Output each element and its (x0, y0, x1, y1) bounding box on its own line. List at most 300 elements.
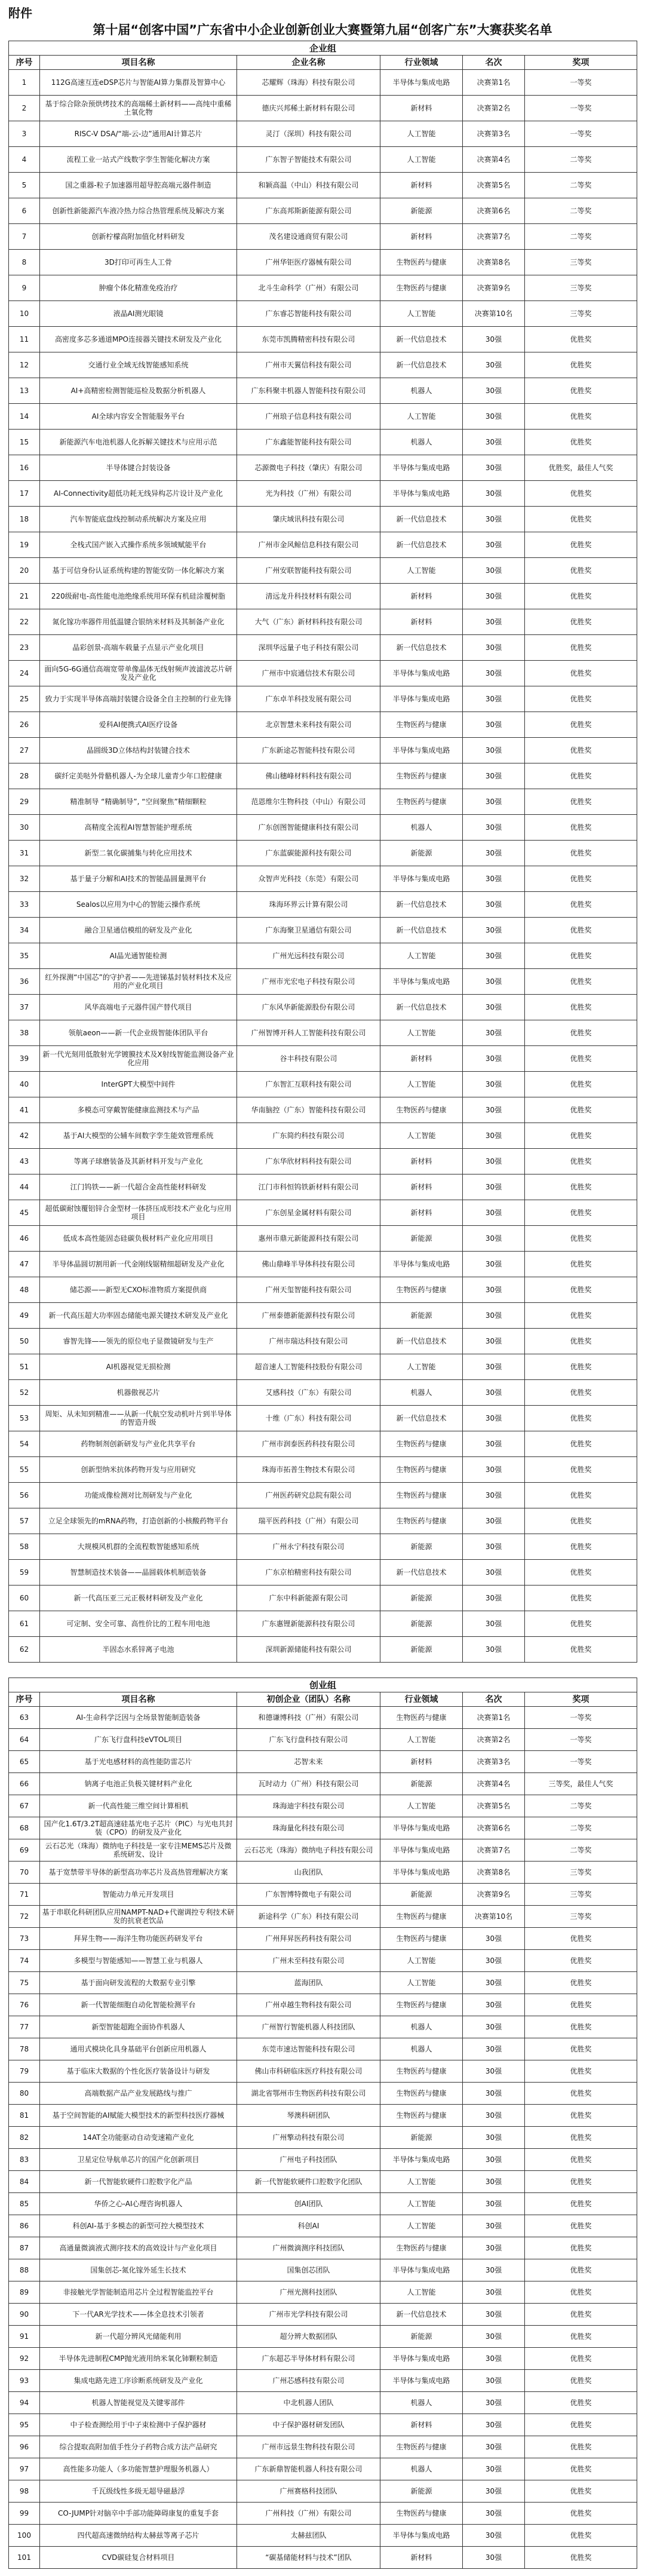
cell-rank: 30强 (463, 507, 525, 532)
cell-rank: 30强 (463, 815, 525, 841)
cell-index: 72 (9, 1906, 40, 1928)
cell-rank: 30强 (463, 2083, 525, 2105)
cell-project: 半固态水系锌离子电池 (40, 1637, 237, 1663)
cell-industry: 人工智能 (380, 404, 463, 430)
cell-award: 优胜奖 (525, 404, 637, 430)
cell-industry: 生物医药与健康 (380, 250, 463, 275)
cell-index: 60 (9, 1586, 40, 1611)
cell-company: 中子保护器材研发团队 (237, 2414, 380, 2436)
cell-award: 优胜奖 (525, 481, 637, 507)
cell-rank: 30强 (463, 2281, 525, 2304)
table-row (9, 2127, 637, 2149)
cell-award: 优胜奖 (525, 2105, 637, 2127)
cell-award: 优胜奖 (525, 1406, 637, 1431)
cell-rank: 决赛第3名 (463, 1751, 525, 1773)
cell-industry: 人工智能 (380, 943, 463, 969)
cell-rank: 30强 (463, 2436, 525, 2458)
cell-company: 科创AI (237, 2215, 380, 2237)
cell-company: 惠州市鼎元新能源科技有限公司 (237, 1226, 380, 1252)
cell-award: 优胜奖，最佳人气奖 (525, 455, 637, 481)
cell-project: 基于空间智能的AI赋能大模型技术的新型科技医疗器械 (40, 2105, 237, 2127)
cell-index: 28 (9, 763, 40, 789)
cell-index: 62 (9, 1637, 40, 1663)
cell-award: 优胜奖 (525, 892, 637, 918)
cell-industry: 人工智能 (380, 2215, 463, 2237)
cell-company: 广东科聚丰机器人智能科技有限公司 (237, 378, 380, 404)
cell-award: 三等奖 (525, 1884, 637, 1906)
cell-project: 卫星定位导航单芯片的国产化创新项目 (40, 2149, 237, 2171)
table-row (9, 1817, 637, 1839)
cell-index: 98 (9, 2480, 40, 2503)
cell-rank: 30强 (463, 789, 525, 815)
cell-industry: 新能源 (380, 2127, 463, 2149)
cell-project: 基于光电感材料的高性能防雷芯片 (40, 1751, 237, 1773)
cell-rank: 30强 (463, 866, 525, 892)
cell-award: 优胜奖 (525, 763, 637, 789)
cell-rank: 决赛第7名 (463, 1839, 525, 1862)
col-header-rank: 名次 (463, 1692, 525, 1707)
cell-rank: 30强 (463, 2259, 525, 2281)
cell-project: 新能源汽车电池机器人化拆解关键技术与应用示范 (40, 430, 237, 455)
cell-award: 优胜奖 (525, 1303, 637, 1329)
cell-industry: 新能源 (380, 2326, 463, 2348)
table-row (9, 1072, 637, 1097)
cell-industry: 生物医药与健康 (380, 712, 463, 738)
cell-project: 风华高端电子元器件国产替代项目 (40, 995, 237, 1020)
cell-index: 57 (9, 1508, 40, 1534)
table-row (9, 173, 637, 198)
cell-industry: 机器人 (380, 2038, 463, 2060)
cell-industry: 生物医药与健康 (380, 1097, 463, 1123)
cell-company: 十维（广东）科技有限公司 (237, 1406, 380, 1431)
cell-industry: 半导体与集成电路 (380, 2370, 463, 2392)
cell-index: 16 (9, 455, 40, 481)
table-row (9, 1174, 637, 1200)
cell-project: InterGPT大模型中间件 (40, 1072, 237, 1097)
cell-award: 二等奖 (525, 1817, 637, 1839)
cell-project: 周矩、从未知到精准——从新一代航空发动机叶片到半导体的智造升级 (40, 1406, 237, 1431)
cell-award: 三等奖 (525, 250, 637, 275)
cell-index: 86 (9, 2215, 40, 2237)
cell-rank: 30强 (463, 2237, 525, 2259)
cell-company: 北斗生命科学（广州）有限公司 (237, 275, 380, 301)
cell-industry: 机器人 (380, 430, 463, 455)
cell-rank: 30强 (463, 763, 525, 789)
cell-industry: 新材料 (380, 224, 463, 250)
cell-industry: 新材料 (380, 1149, 463, 1174)
cell-rank: 30强 (463, 1950, 525, 1972)
cell-company: 众智声光科技（东莞）有限公司 (237, 866, 380, 892)
col-header-index: 序号 (9, 56, 40, 70)
cell-company: 广州琅子信息科技有限公司 (237, 404, 380, 430)
cell-award: 优胜奖 (525, 2304, 637, 2326)
cell-industry: 新一代信息技术 (380, 352, 463, 378)
cell-company: 广州光测科技团队 (237, 2281, 380, 2304)
cell-index: 24 (9, 661, 40, 686)
cell-index: 21 (9, 584, 40, 609)
cell-project: 智能动力单元开发项目 (40, 1884, 237, 1906)
cell-project: AI-生命科学泛因与全场景智能制造装备 (40, 1707, 237, 1729)
cell-index: 19 (9, 532, 40, 558)
cell-project: 立足全球领先的mRNA药物，打造创新的小核酸药物平台 (40, 1508, 237, 1534)
cell-project: 112G高速互连eDSP芯片与智能AI算力集群及智算中心 (40, 70, 237, 96)
cell-company: 广州市天翼信科技有限公司 (237, 352, 380, 378)
table-row (9, 584, 637, 609)
cell-industry: 生物医药与健康 (380, 789, 463, 815)
cell-rank: 30强 (463, 995, 525, 1020)
cell-rank: 30强 (463, 1174, 525, 1200)
cell-company: 德庆兴邦稀土新材料有限公司 (237, 96, 380, 121)
cell-industry: 半导体与集成电路 (380, 1252, 463, 1277)
cell-index: 91 (9, 2326, 40, 2348)
cell-project: 高精度全流程AI智慧智能护理系统 (40, 815, 237, 841)
cell-industry: 新一代信息技术 (380, 327, 463, 352)
cell-index: 45 (9, 1200, 40, 1226)
cell-rank: 决赛第9名 (463, 275, 525, 301)
cell-industry: 生物医药与健康 (380, 1906, 463, 1928)
cell-project: 爱科AI便携式AI医疗设备 (40, 712, 237, 738)
cell-index: 32 (9, 866, 40, 892)
table-row (9, 1884, 637, 1906)
cell-industry: 新材料 (380, 2547, 463, 2569)
cell-rank: 30强 (463, 1354, 525, 1380)
cell-rank: 30强 (463, 1226, 525, 1252)
cell-index: 34 (9, 918, 40, 943)
cell-rank: 30强 (463, 2215, 525, 2237)
attachment-label: 附件 (8, 6, 32, 20)
cell-company: 中北机器人团队 (237, 2392, 380, 2414)
cell-index: 56 (9, 1483, 40, 1508)
cell-company: 珠海环界云计算有限公司 (237, 892, 380, 918)
cell-award: 优胜奖 (525, 2281, 637, 2304)
cell-industry: 机器人 (380, 2458, 463, 2480)
cell-award: 二等奖 (525, 1795, 637, 1817)
table-row (9, 2060, 637, 2083)
table-row (9, 2281, 637, 2304)
cell-company: 深圳新源储能科技有限公司 (237, 1637, 380, 1663)
cell-project: 等离子球磨装备及其新材料开发与产业化 (40, 1149, 237, 1174)
cell-index: 48 (9, 1277, 40, 1303)
cell-project: 储芯源——新型无CXO标准物质方案提供商 (40, 1277, 237, 1303)
cell-industry: 新一代信息技术 (380, 918, 463, 943)
cell-award: 优胜奖 (525, 1972, 637, 1994)
cell-award: 优胜奖 (525, 995, 637, 1020)
table-row (9, 1637, 637, 1663)
cell-industry: 新能源 (380, 1303, 463, 1329)
table-row (9, 1560, 637, 1586)
cell-award: 优胜奖 (525, 2127, 637, 2149)
enterprise-award-table (8, 41, 637, 1663)
cell-rank: 决赛第10名 (463, 1906, 525, 1928)
cell-rank: 30强 (463, 1046, 525, 1072)
cell-rank: 决赛第5名 (463, 1795, 525, 1817)
cell-industry: 新能源 (380, 1534, 463, 1560)
cell-industry: 新能源 (380, 841, 463, 866)
cell-industry: 半导体与集成电路 (380, 1839, 463, 1862)
cell-project: CO-JUMP针对脑卒中手部功能障碍康复的重复手套 (40, 2503, 237, 2525)
cell-index: 89 (9, 2281, 40, 2304)
cell-company: 广州市瑞达科技有限公司 (237, 1329, 380, 1354)
cell-rank: 30强 (463, 352, 525, 378)
cell-project: 领航aeon——新一代企业级智能体团队平台 (40, 1020, 237, 1046)
cell-award: 优胜奖 (525, 2083, 637, 2105)
cell-company: 广东超芯半导体材料有限公司 (237, 2348, 380, 2370)
cell-company: 广州擎动科技有限公司 (237, 2127, 380, 2149)
cell-rank: 30强 (463, 1020, 525, 1046)
cell-company: 广东智博特微电子有限公司 (237, 1884, 380, 1906)
cell-award: 优胜奖 (525, 943, 637, 969)
cell-industry: 新材料 (380, 1174, 463, 1200)
cell-industry: 新材料 (380, 173, 463, 198)
cell-award: 优胜奖 (525, 558, 637, 584)
cell-project: Sealos以应用为中心的智能云操作系统 (40, 892, 237, 918)
cell-rank: 30强 (463, 1072, 525, 1097)
cell-rank: 决赛第4名 (463, 1773, 525, 1795)
cell-company: 佛山鼎峰半导体科技有限公司 (237, 1252, 380, 1277)
cell-industry: 生物医药与健康 (380, 1431, 463, 1457)
cell-index: 8 (9, 250, 40, 275)
cell-industry: 新一代信息技术 (380, 635, 463, 661)
cell-industry: 新能源 (380, 198, 463, 224)
cell-industry: 新一代信息技术 (380, 1560, 463, 1586)
cell-project: 科创AI-基于多模态的新型可控大模型技术 (40, 2215, 237, 2237)
cell-company: 超音速人工智能科技股份有限公司 (237, 1354, 380, 1380)
cell-award: 优胜奖 (525, 2193, 637, 2215)
cell-industry: 人工智能 (380, 1072, 463, 1097)
cell-award: 优胜奖 (525, 1586, 637, 1611)
cell-index: 85 (9, 2193, 40, 2215)
cell-industry: 生物医药与健康 (380, 1994, 463, 2016)
cell-project: 致力于实现半导体高端封装键合设备全自主控制的行业先锋 (40, 686, 237, 712)
table-row (9, 1906, 637, 1928)
cell-project: 国产化1.6T/3.2T超高速硅基光电子芯片（PIC）与光电共封装（CPO）的研发及产业化 (40, 1817, 237, 1839)
table-row (9, 2304, 637, 2326)
cell-project: 基于串联化科研团队应用NAMPT-NAD+代谢调控专利技术研发的抗衰老饮品 (40, 1906, 237, 1928)
cell-rank: 30强 (463, 892, 525, 918)
cell-industry: 生物医药与健康 (380, 1928, 463, 1950)
cell-rank: 30强 (463, 738, 525, 763)
cell-company: 东莞市速达智能科技有限公司 (237, 2038, 380, 2060)
table-row (9, 2149, 637, 2171)
cell-rank: 决赛第3名 (463, 121, 525, 147)
cell-company: 芯智未来 (237, 1751, 380, 1773)
cell-rank: 30强 (463, 1329, 525, 1354)
cell-award: 优胜奖 (525, 2414, 637, 2436)
table-row (9, 301, 637, 327)
cell-award: 优胜奖 (525, 789, 637, 815)
cell-index: 23 (9, 635, 40, 661)
cell-rank: 决赛第8名 (463, 1862, 525, 1884)
cell-rank: 30强 (463, 1380, 525, 1406)
cell-award: 优胜奖 (525, 635, 637, 661)
cell-company: 广东高邦斯新能源有限公司 (237, 198, 380, 224)
table-row (9, 2392, 637, 2414)
cell-index: 84 (9, 2171, 40, 2193)
cell-award: 优胜奖 (525, 918, 637, 943)
cell-index: 6 (9, 198, 40, 224)
cell-index: 4 (9, 147, 40, 173)
cell-rank: 30强 (463, 2326, 525, 2348)
cell-project: 功能成像检测对比剂研发与产业化 (40, 1483, 237, 1508)
cell-rank: 30强 (463, 2370, 525, 2392)
table-row (9, 1611, 637, 1637)
cell-rank: 30强 (463, 969, 525, 995)
cell-award: 优胜奖 (525, 1431, 637, 1457)
cell-index: 26 (9, 712, 40, 738)
cell-rank: 决赛第9名 (463, 1884, 525, 1906)
cell-company: 广东创星金属材料有限公司 (237, 1200, 380, 1226)
col-header-industry: 行业领域 (380, 56, 463, 70)
cell-rank: 30强 (463, 1457, 525, 1483)
cell-project: 全栈式国产嵌入式操作系统多领域赋能平台 (40, 532, 237, 558)
cell-rank: 30强 (463, 404, 525, 430)
cell-company: 广东飞行盘科技有限公司 (237, 1729, 380, 1751)
cell-industry: 半导体与集成电路 (380, 2149, 463, 2171)
cell-award: 优胜奖 (525, 2259, 637, 2281)
cell-industry: 新材料 (380, 2414, 463, 2436)
cell-project: 高密度多芯多通道MPO连接器关键技术研发及产业化 (40, 327, 237, 352)
cell-project: 机器人智能视觉及关键零部件 (40, 2392, 237, 2414)
cell-company: 广东简约科技有限公司 (237, 1123, 380, 1149)
cell-award: 优胜奖 (525, 1226, 637, 1252)
cell-company: 广州拜昇医药科技有限公司 (237, 1928, 380, 1950)
cell-index: 65 (9, 1751, 40, 1773)
cell-project: 非接触光学智能制造用芯片全过程智能监控平台 (40, 2281, 237, 2304)
cell-award: 一等奖 (525, 1751, 637, 1773)
cell-project: 国集创芯-氮化镓外延生长技术 (40, 2259, 237, 2281)
table-row (9, 352, 637, 378)
cell-index: 96 (9, 2436, 40, 2458)
cell-project: 高性能多功能人（多功能智慧护理服务机器人） (40, 2458, 237, 2480)
cell-industry: 生物医药与健康 (380, 2083, 463, 2105)
cell-award: 三等奖，最佳人气奖 (525, 1773, 637, 1795)
cell-index: 81 (9, 2105, 40, 2127)
cell-rank: 决赛第6名 (463, 1817, 525, 1839)
table-row (9, 1483, 637, 1508)
cell-industry: 人工智能 (380, 121, 463, 147)
cell-rank: 30强 (463, 2525, 525, 2547)
cell-rank: 决赛第10名 (463, 301, 525, 327)
cell-rank: 决赛第1名 (463, 70, 525, 96)
cell-industry: 新能源 (380, 1611, 463, 1637)
cell-rank: 30强 (463, 943, 525, 969)
cell-rank: 决赛第7名 (463, 224, 525, 250)
page-title: 第十届“创客中国”广东省中小企业创新创业大赛暨第九届“创客广东”大赛获奖名单 (93, 23, 552, 37)
cell-company: 和颖高温（中山）科技有限公司 (237, 173, 380, 198)
cell-project: 集成电路先进工序诊断系统研发及产业化 (40, 2370, 237, 2392)
cell-project: 晶彩创景-高端车载量子点显示产业化项目 (40, 635, 237, 661)
cell-industry: 半导体与集成电路 (380, 2348, 463, 2370)
cell-index: 87 (9, 2237, 40, 2259)
cell-award: 优胜奖 (525, 2149, 637, 2171)
cell-index: 22 (9, 609, 40, 635)
cell-company: 广州市远景生物科技有限公司 (237, 2436, 380, 2458)
cell-industry: 新材料 (380, 1751, 463, 1773)
cell-index: 77 (9, 2016, 40, 2038)
cell-company: 东莞市凯腾精密科技有限公司 (237, 327, 380, 352)
cell-rank: 决赛第4名 (463, 147, 525, 173)
cell-industry: 人工智能 (380, 147, 463, 173)
cell-project: 下一代AR光学技术——体全息技术引领者 (40, 2304, 237, 2326)
table-row (9, 712, 637, 738)
cell-index: 47 (9, 1252, 40, 1277)
cell-index: 13 (9, 378, 40, 404)
table-row (9, 275, 637, 301)
cell-industry: 新一代信息技术 (380, 507, 463, 532)
table-row (9, 121, 637, 147)
cell-rank: 30强 (463, 841, 525, 866)
cell-industry: 半导体与集成电路 (380, 1817, 463, 1839)
cell-award: 优胜奖 (525, 738, 637, 763)
cell-index: 66 (9, 1773, 40, 1795)
table-row (9, 1097, 637, 1123)
table-row (9, 1534, 637, 1560)
table-row (9, 2171, 637, 2193)
cell-award: 优胜奖 (525, 2480, 637, 2503)
cell-company: 广东智汇互联科技有限公司 (237, 1072, 380, 1097)
cell-rank: 30强 (463, 1928, 525, 1950)
cell-project: 新型智能超跑全面协作机器人 (40, 2016, 237, 2038)
table-row (9, 532, 637, 558)
cell-award: 三等奖 (525, 1906, 637, 1928)
cell-rank: 30强 (463, 661, 525, 686)
cell-industry: 人工智能 (380, 1123, 463, 1149)
cell-project: AI晶光通智能检测 (40, 943, 237, 969)
table-row (9, 2193, 637, 2215)
cell-rank: 30强 (463, 609, 525, 635)
cell-company: 广东鑫能智能科技有限公司 (237, 430, 380, 455)
cell-company: 广州市润泰医药科技有限公司 (237, 1431, 380, 1457)
cell-industry: 机器人 (380, 2016, 463, 2038)
cell-index: 41 (9, 1097, 40, 1123)
cell-index: 55 (9, 1457, 40, 1483)
cell-award: 优胜奖 (525, 1149, 637, 1174)
table-row (9, 2237, 637, 2259)
table-row (9, 1226, 637, 1252)
cell-project: 多模型与智能感知——智慧工业与机器人 (40, 1950, 237, 1972)
cell-index: 12 (9, 352, 40, 378)
cell-index: 51 (9, 1354, 40, 1380)
cell-industry: 新能源 (380, 1586, 463, 1611)
cell-rank: 30强 (463, 558, 525, 584)
cell-project: 江门钨铁——新一代超合金高性能材料研发 (40, 1174, 237, 1200)
cell-company: 广东新途芯智能科技有限公司 (237, 738, 380, 763)
cell-company: 华南脑控（广东）智能科技有限公司 (237, 1097, 380, 1123)
cell-project: AI-Connectivity超低功耗无线异构芯片设计及产业化 (40, 481, 237, 507)
cell-company: 广东惠锂新能源科技有限公司 (237, 1611, 380, 1637)
enterprise-section-title: 企业组 (9, 41, 637, 56)
cell-rank: 30强 (463, 1483, 525, 1508)
cell-index: 92 (9, 2348, 40, 2370)
cell-project: 基于临床大数据的个性化医疗装备设计与研发 (40, 2060, 237, 2083)
cell-award: 优胜奖 (525, 841, 637, 866)
table-row (9, 661, 637, 686)
cell-project: 高通量微滴液式测序技术的高效设计与产业化项目 (40, 2237, 237, 2259)
table-row (9, 2259, 637, 2281)
cell-index: 37 (9, 995, 40, 1020)
cell-index: 27 (9, 738, 40, 763)
cell-project: AI全球内容安全智能服务平台 (40, 404, 237, 430)
cell-project: 华侨之心-AI心理咨询机器人 (40, 2193, 237, 2215)
cell-industry: 半导体与集成电路 (380, 686, 463, 712)
cell-project: 新型二氧化碳捕集与转化应用技术 (40, 841, 237, 866)
cell-rank: 30强 (463, 918, 525, 943)
cell-project: 新一代高压亚三元正极材料研发及产业化 (40, 1586, 237, 1611)
cell-index: 59 (9, 1560, 40, 1586)
cell-company: 湖北省鄂州市生物医药科技有限公司 (237, 2083, 380, 2105)
cell-company: 广东海聚卫星通信有限公司 (237, 918, 380, 943)
cell-industry: 人工智能 (380, 1020, 463, 1046)
